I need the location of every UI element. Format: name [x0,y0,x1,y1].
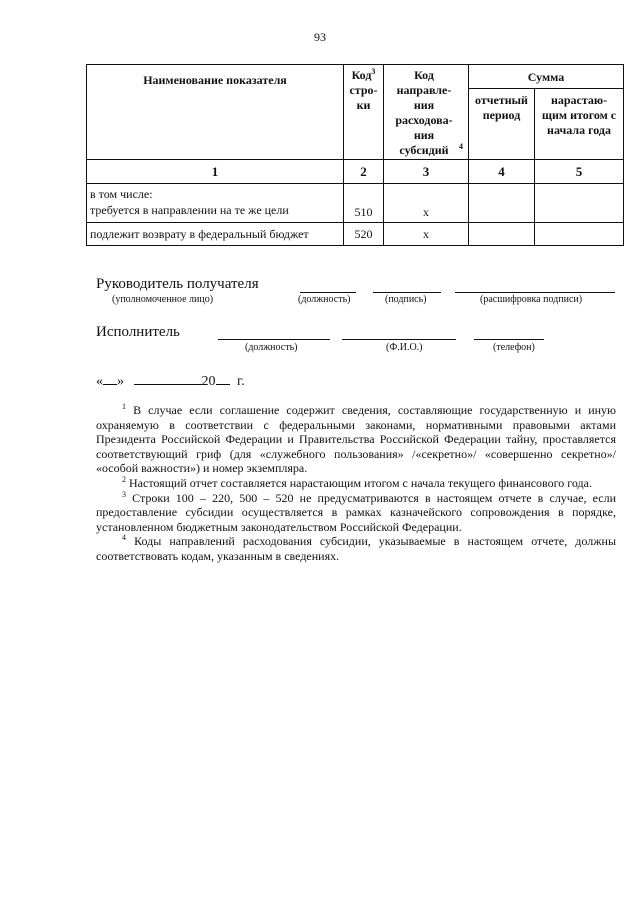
col-number: 2 [344,160,384,184]
row-direction: x [384,223,469,246]
footnote: $^4$ Коды направлений расходования субсидии, указываемые в настоящем отчете, должны соответствовать кодам, указанным в сведениях. [96,533,617,563]
row-name: в том числе: требуется в направлении на те же цели [87,184,344,223]
exec-phone-line [474,339,544,340]
caption-position: (должность) [298,294,351,305]
row-cumulative [535,223,624,246]
header-row-code: Код$^3$ стро-ки [344,65,384,160]
executor-title: Исполнитель [96,324,180,340]
caption-exec-phone: (телефон) [493,342,535,353]
header-period: отчетный период [469,89,535,160]
head-subtitle: (уполномоченное лицо) [112,294,214,305]
exec-position-line [218,339,330,340]
table-row [87,184,624,223]
header-row-code-rest: стро-ки [349,83,378,112]
footnote: $^2$ Настоящий отчет составляется нарастающим итогом с начала текущего финансового года. [122,474,592,490]
table-row [87,223,624,246]
date-line: « » 20 г. [96,374,245,389]
month-blank [134,372,202,385]
header-direction-code: Код направле-ния расходова-ния субсидий $^4$ [384,65,469,160]
col-number: 5 [535,160,624,184]
caption-exec-name: (Ф.И.О.) [386,342,423,353]
col-number: 3 [384,160,469,184]
header-name: Наименование показателя [87,65,344,160]
caption-exec-position: (должность) [245,342,298,353]
header-cumulative: нарастаю-щим итогом с начала года [535,89,624,160]
head-title: Руководитель получателя [96,276,259,292]
footnote: $^3$ Строки 100 – 220, 500 – 520 не предусматриваются в настоящем отчете в случае, если предоставление субсидии осуществляется в рамках казначейского сопровождения в порядке, установленном бюджетным законодательством Российской Федерации. [96,489,616,534]
col-number: 1 [87,160,344,184]
header-sum: Сумма [469,65,624,89]
report-table [86,64,624,246]
signature-line [373,292,441,293]
row-direction: x [384,184,469,223]
page-number: 93 [314,30,326,44]
row-period [469,184,535,223]
caption-decode: (расшифровка подписи) [480,294,583,305]
exec-name-line [342,339,456,340]
row-cumulative [535,184,624,223]
row-period [469,223,535,246]
footnote: $^1$ В случае если соглашение содержит сведения, составляющие государственную и иную охраняемую в соответствии с федеральными законами, нормативными правовыми актами Президента Российской Федерации и Правительства Российской Федерации тайну, проставляется соответствующий гриф (для «служебного пользования» /«секретно»/ «совершенно секретно»/ «особой важности») и номер экземпляра. [96,402,616,476]
position-line [300,292,356,293]
caption-signature: (подпись) [385,294,427,305]
footnotes [96,403,616,564]
row-code: 510 [344,184,384,223]
row-name: подлежит возврату в федеральный бюджет [87,223,344,246]
year-blank [216,372,230,385]
decode-line [455,292,615,293]
row-code: 520 [344,223,384,246]
day-blank [103,372,117,385]
col-number: 4 [469,160,535,184]
